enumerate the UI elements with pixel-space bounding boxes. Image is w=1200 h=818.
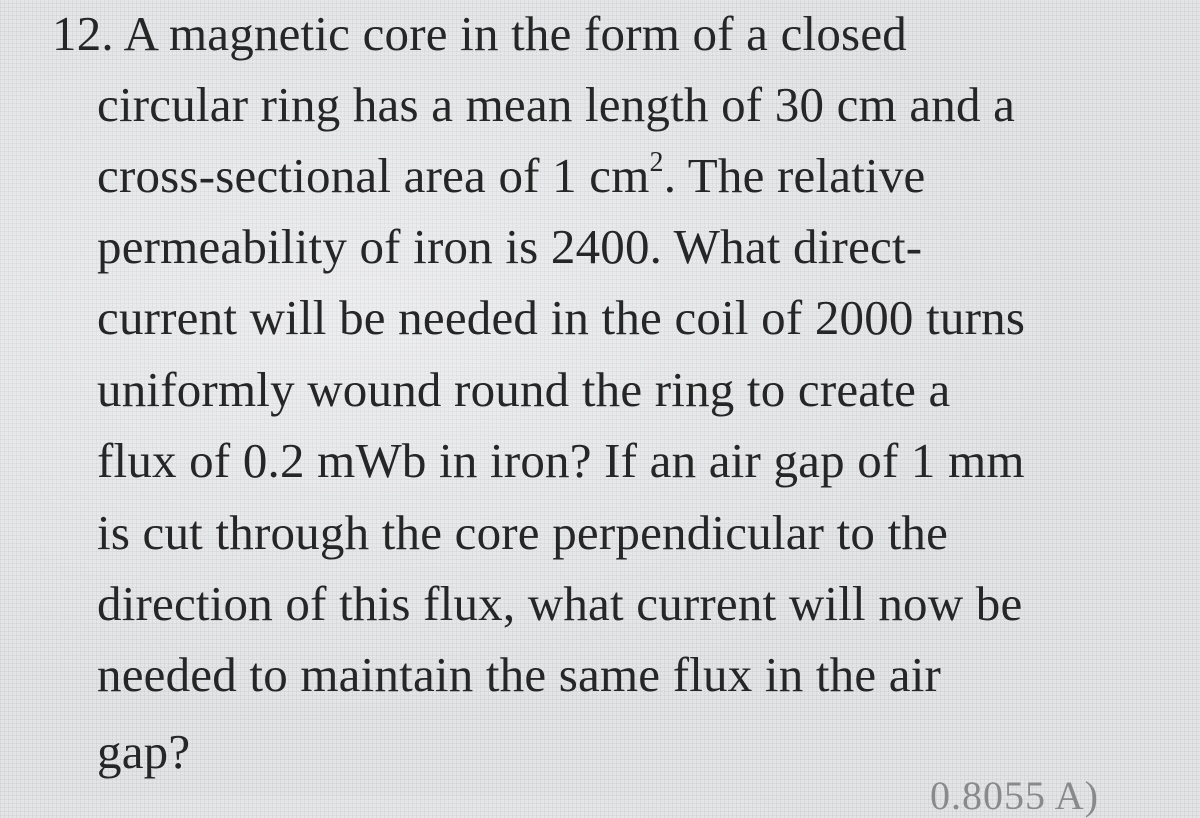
problem-line-6: uniformly wound round the ring to create a bbox=[97, 362, 951, 417]
problem-line-2: circular ring has a mean length of 30 cm and a bbox=[97, 77, 1016, 132]
problem-line-9: direction of this flux, what current will now be bbox=[97, 576, 1023, 631]
superscript-2: 2 bbox=[649, 146, 664, 178]
problem-line-8: is cut through the core perpendicular to the bbox=[97, 505, 949, 560]
problem-line-3 bbox=[97, 148, 925, 204]
problem-line-1 bbox=[52, 6, 907, 62]
problem-number: 12. bbox=[52, 6, 114, 61]
problem-line-3-text: cross-sectional area of 1 cm bbox=[97, 148, 650, 203]
problem-line-11: gap? bbox=[97, 724, 191, 779]
problem-line-5: current will be needed in the coil of 2000 turns bbox=[97, 290, 1026, 345]
answer-fragment: 0.8055 A) bbox=[930, 773, 1099, 818]
problem-line-1-text: A magnetic core in the form of a closed bbox=[123, 6, 907, 61]
problem-line-7: flux of 0.2 mWb in iron? If an air gap of 1 mm bbox=[97, 433, 1025, 488]
problem-line-3-tail: . The relative bbox=[663, 148, 926, 203]
problem-line-4: permeability of iron is 2400. What direct- bbox=[97, 219, 923, 274]
problem-line-10: needed to maintain the same flux in the air bbox=[97, 647, 942, 702]
